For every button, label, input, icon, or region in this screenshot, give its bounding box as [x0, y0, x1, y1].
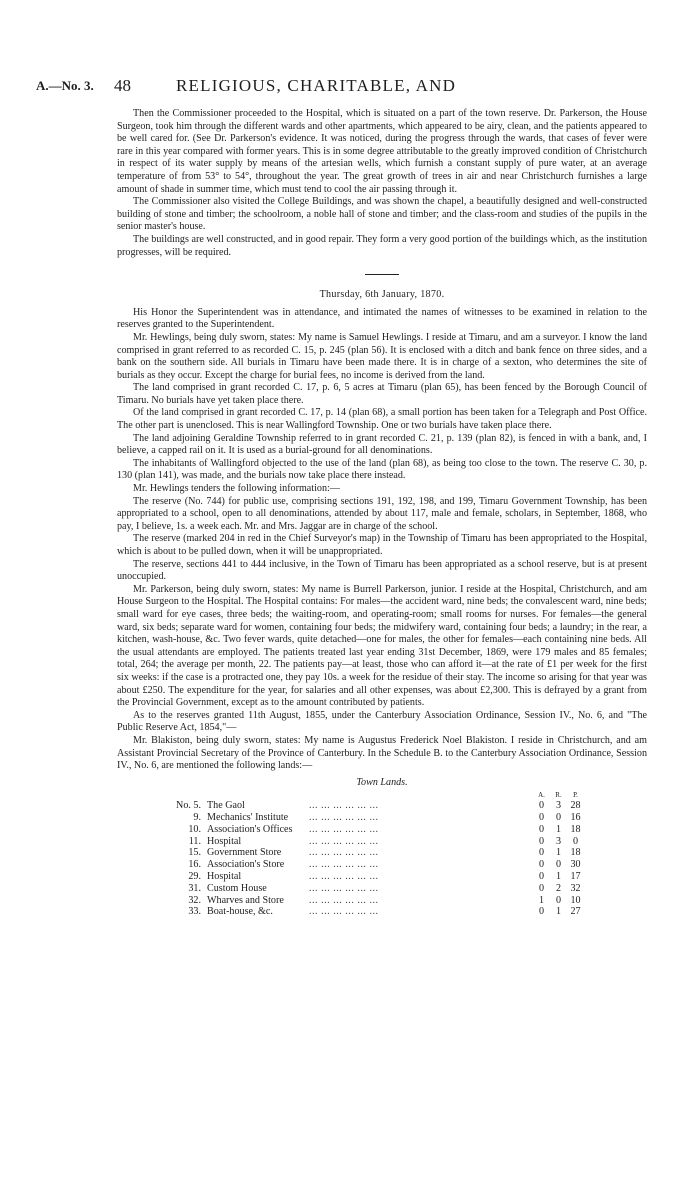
- lot-number: 16.: [188, 859, 201, 871]
- perches-value: 32: [570, 882, 581, 894]
- land-name: Custom House: [207, 882, 267, 894]
- lot-number: 15.: [188, 847, 201, 859]
- column-head-roods: R.: [555, 791, 562, 800]
- paragraph: The inhabitants of Wallingford objected to the use of the land (plan 68), as being too close to the town. The reserve C. 30, p. 130 (plan 141), was made, and the burials now take place there instead.: [117, 457, 647, 482]
- table-row: [161, 824, 584, 836]
- document-number: A.—No. 3.: [36, 78, 94, 93]
- roods-value: 1: [555, 847, 562, 859]
- column-head-acres: A.: [538, 791, 545, 800]
- table-caption: Town Lands.: [356, 776, 408, 788]
- table-row: [161, 895, 584, 907]
- paragraph: The buildings are well constructed, and in good repair. They form a very good portion of the buildings which, as the institution progresses, will be required.: [117, 233, 647, 258]
- acres-value: 0: [538, 882, 545, 894]
- perches-value: 28: [570, 800, 581, 812]
- section-divider: [365, 274, 399, 275]
- paragraph: Mr. Hewlings, being duly sworn, states: My name is Samuel Hewlings. I reside at Timaru, and am a surveyor. I know the land comprised in grant referred to as recorded C. 15, p. 245 (plan 56). It is enclosed with a ditch and bank fence on three sides, and a bank on the southern side. All burials in Timaru have been made there. It is in charge of a sexton, who determines the site of burials as they occur. Except the charge for burial fees, no income is derived from the land.: [117, 331, 647, 381]
- table-row: [161, 859, 584, 871]
- land-name: Hospital: [207, 871, 242, 883]
- land-name: Wharves and Store: [207, 894, 284, 906]
- paragraph: Of the land comprised in grant recorded C. 17, p. 14 (plan 68), a small portion has been taken for a Telegraph and Post Office. The other part is unenclosed. This is near Wallingford Township. One or two burials have taken place there.: [117, 407, 647, 432]
- roods-value: 1: [555, 871, 562, 883]
- table-row: [161, 883, 584, 895]
- acres-value: 1: [538, 894, 545, 906]
- roods-value: 0: [555, 894, 562, 906]
- perches-value: 10: [570, 894, 581, 906]
- table-row: [161, 812, 584, 824]
- paragraph: Mr. Parkerson, being duly sworn, states: My name is Burrell Parkerson, junior. I reside at the Hospital, Christchurch, and am House Surgeon to the Hospital. The Hospital contains: For males—the accident ward, nine beds; the convalescent ward, nine beds; small ward for eye cases, three beds; the waiting-room, and operating-room; small rooms for nurses. For females—the general ward, six beds; separate ward for women, containing four beds; the midwifery ward, containing four beds; a laundry; in the rear, a kitchen, wash-house, &c. Two fever wards, quite detached—one for males, the other for females—each containing nine beds. All the usual attendants are employed. The patients treated last year ending 31st December, 1869, were 179 males and 85 females; total, 264; the average per month, 22. The patients pay—at least, those who can afford it—at the rate of £1 per week for the first six weeks: if the case is a protracted one, they pay 10s. a week for the residue of their stay. The income so arising for that year was about £250. The expenditure for the year, for salaries and all other expenses, was about £2,300. This is defrayed by a grant from the Provincial Government, except as to the amount contributed by patients.: [117, 583, 647, 709]
- perches-value: 18: [570, 847, 581, 859]
- page-number: 48: [114, 76, 131, 95]
- table-row: [161, 906, 584, 918]
- leader-dots: ... ... ... ... ... ...: [309, 871, 379, 883]
- perches-value: 16: [570, 812, 581, 824]
- roods-value: 2: [555, 882, 562, 894]
- land-name: Association's Store: [207, 859, 285, 871]
- body-text: [117, 108, 647, 918]
- paragraph: The land comprised in grant recorded C. 17, p. 6, 5 acres at Timaru (plan 65), has been fenced by the Borough Council of Timaru. No burials have yet taken place there.: [117, 382, 647, 406]
- acres-value: 0: [538, 812, 545, 824]
- leader-dots: ... ... ... ... ... ...: [309, 812, 379, 824]
- acres-value: 0: [538, 800, 545, 812]
- roods-value: 3: [555, 800, 562, 812]
- leader-dots: ... ... ... ... ... ...: [309, 882, 379, 894]
- lot-number: 33.: [188, 906, 201, 918]
- lot-number: 32.: [188, 894, 201, 906]
- date-heading: Thursday, 6th January, 1870.: [319, 289, 445, 301]
- acres-value: 0: [538, 835, 545, 847]
- acres-value: 0: [538, 859, 545, 871]
- acres-value: 0: [538, 847, 545, 859]
- column-head-perches: P.: [573, 791, 578, 800]
- table-row: [161, 871, 584, 883]
- lot-number: No. 5.: [176, 800, 201, 812]
- land-name: Mechanics' Institute: [207, 812, 289, 824]
- paragraph: The land adjoining Geraldine Township referred to in grant recorded C. 21, p. 139 (plan 82), is fenced in with a bank, and, I believe, a capped rail on it. It is used as a burial-ground for all denominations.: [117, 432, 647, 457]
- paragraph: Mr. Blakiston, being duly sworn, states: My name is Augustus Frederick Noel Blakiston. I reside in Christchurch, and am Assistant Provincial Secretary of the Province of Canterbury. In the Schedule B. to the Canterbury Association Ordinance, Session IV., No. 6, are mentioned the following lands:—: [117, 734, 647, 772]
- table-row: [161, 800, 584, 812]
- leader-dots: ... ... ... ... ... ...: [309, 835, 379, 847]
- land-name: Hospital: [207, 835, 242, 847]
- perches-value: 17: [570, 871, 581, 883]
- acres-value: 0: [538, 906, 545, 918]
- paragraph: The Commissioner also visited the College Buildings, and was shown the chapel, a beautifully designed and well-constructed building of stone and timber; the schoolroom, a noble hall of stone and timber; and the class-room and studies of the pupils in the senior master's house.: [117, 196, 647, 233]
- perches-value: 18: [570, 823, 581, 835]
- land-name: Government Store: [207, 847, 282, 859]
- land-name: Association's Offices: [207, 823, 293, 835]
- paragraph: Mr. Hewlings tenders the following information:—: [133, 483, 340, 495]
- table-row: [161, 836, 584, 848]
- land-name: The Gaol: [207, 800, 245, 812]
- perches-value: 30: [570, 859, 581, 871]
- lot-number: 29.: [188, 871, 201, 883]
- paragraph: The reserve (marked 204 in red in the Chief Surveyor's map) in the Township of Timaru has been appropriated to the Hospital, which is about to be pulled down, when it will be unappropriated.: [117, 533, 647, 557]
- acres-value: 0: [538, 871, 545, 883]
- roods-value: 1: [555, 906, 562, 918]
- table-row: [161, 847, 584, 859]
- lot-number: 11.: [188, 835, 201, 847]
- lot-number: 9.: [193, 812, 201, 824]
- roods-value: 1: [555, 823, 562, 835]
- paragraph: The reserve (No. 744) for public use, comprising sections 191, 192, 198, and 199, Timaru Government Township, has been appropriated to a school, open to all denominations, attended by about 117, male and female, scholars, in September, 1868, who pay, I believe, 1s. a week each. Mr. and Mrs. Jaggar are in charge of the school.: [117, 495, 647, 532]
- running-title: RELIGIOUS, CHARITABLE, AND: [176, 76, 457, 95]
- leader-dots: ... ... ... ... ... ...: [309, 859, 379, 871]
- table-header-row: [161, 791, 584, 800]
- paragraph: His Honor the Superintendent was in attendance, and intimated the names of witnesses to be examined in relation to the reserves granted to the Superintendent.: [117, 306, 647, 331]
- land-name: Boat-house, &c.: [207, 906, 273, 918]
- town-lands-table: [161, 791, 584, 918]
- lot-number: 10.: [188, 823, 201, 835]
- perches-value: 0: [572, 835, 579, 847]
- paragraph: As to the reserves granted 11th August, 1855, under the Canterbury Association Ordinance, Session IV., No. 6, and "The Public Reserve Act, 1854,"—: [117, 709, 647, 734]
- roods-value: 3: [555, 835, 562, 847]
- leader-dots: ... ... ... ... ... ...: [309, 847, 379, 859]
- leader-dots: ... ... ... ... ... ...: [309, 800, 379, 812]
- leader-dots: ... ... ... ... ... ...: [309, 894, 379, 906]
- paragraph: The reserve, sections 441 to 444 inclusive, in the Town of Timaru has been appropriated as a school reserve, but is at present unoccupied.: [117, 558, 647, 583]
- paragraph: Then the Commissioner proceeded to the Hospital, which is situated on a part of the town reserve. Dr. Parkerson, the House Surgeon, took him through the different wards and other apartments, which appeared to be airy, clean, and the patients appeared to be well cared for. (See Dr. Parkerson's evidence. It was noticed, during the progress through the wards, that cases of fever were rare in this year compared with former years. This is in some degree attributable to the greatly improved condition of Christchurch in respect of its water supply by means of the artesian wells, which furnish a constant supply of pure water, at an average temperature of from 53° to 54°, throughout the year. The great growth of trees in air and near Christchurch furnishes a large amount of shade in summer time, which must tend to cool the air passing through it.: [117, 108, 647, 195]
- lot-number: 31.: [188, 882, 201, 894]
- acres-value: 0: [538, 823, 545, 835]
- roods-value: 0: [555, 812, 562, 824]
- leader-dots: ... ... ... ... ... ...: [309, 823, 379, 835]
- page-header: [36, 76, 646, 98]
- perches-value: 27: [570, 906, 581, 918]
- leader-dots: ... ... ... ... ... ...: [309, 906, 379, 918]
- roods-value: 0: [555, 859, 562, 871]
